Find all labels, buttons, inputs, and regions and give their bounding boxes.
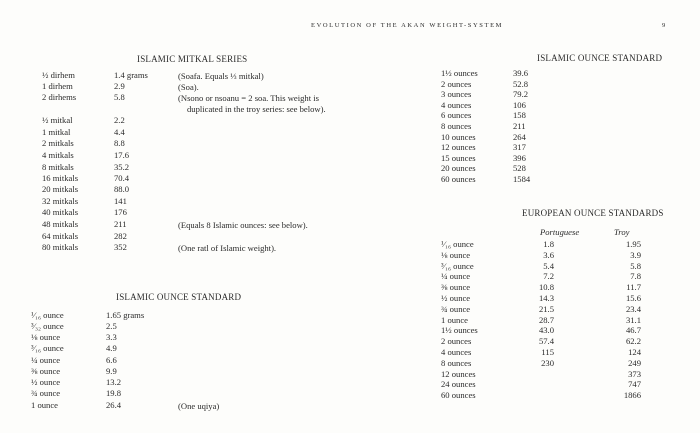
ounce-left-value: 13.2 [106, 377, 122, 387]
islamic-ounce-left-title: ISLAMIC OUNCE STANDARD [116, 292, 242, 302]
ounce-left-label: ¹⁄₁₆ ounce [31, 310, 64, 320]
european-troy-value: 31.1 [625, 315, 641, 325]
european-label: ¾ ounce [441, 304, 471, 314]
european-portuguese-value: 14.3 [538, 293, 554, 303]
european-label: ½ ounce [441, 293, 471, 303]
european-label: ¹⁄₁₆ ounce [441, 239, 474, 249]
european-troy-value: 7.8 [630, 271, 641, 281]
mitkal-note: duplicated in the troy series: see below). [187, 104, 326, 114]
mitkal-note: (Soafa. Equals ⅓ mitkal) [178, 71, 264, 81]
european-portuguese-value: 3.6 [543, 250, 554, 260]
ounce-right-value: 106 [513, 100, 526, 110]
ounce-left-label: ⅜ ounce [31, 366, 61, 376]
european-portuguese-value: 1.8 [543, 239, 554, 249]
mitkal-value: 70.4 [114, 173, 130, 183]
mitkal-label: 2 mitkals [42, 138, 74, 148]
european-label: 60 ounces [441, 390, 476, 400]
ounce-right-value: 264 [513, 132, 526, 142]
ounce-left-value: 3.3 [106, 332, 117, 342]
ounce-left-value: 19.8 [106, 388, 122, 398]
european-portuguese-value: 7.2 [543, 271, 554, 281]
ounce-right-label: 20 ounces [441, 163, 476, 173]
european-label: ⅛ ounce [441, 250, 471, 260]
ounce-left-value: 2.5 [106, 321, 117, 331]
ounce-left-label: ³⁄₃₂ ounce [31, 321, 64, 331]
european-troy-value: 23.4 [625, 304, 641, 314]
european-label: 1½ ounces [441, 325, 478, 335]
european-troy-value: 1.95 [625, 239, 641, 249]
european-col-troy: Troy [614, 227, 630, 237]
ounce-left-value: 6.6 [106, 355, 117, 365]
ounce-right-value: 79.2 [513, 89, 529, 99]
european-troy-value: 11.7 [626, 282, 641, 292]
mitkal-label: 32 mitkals [42, 196, 79, 206]
european-troy-value: 62.2 [625, 336, 641, 346]
mitkal-value: 8.8 [114, 138, 125, 148]
ounce-left-note: (One uqiya) [178, 401, 220, 411]
mitkal-value: 1.4 grams [114, 70, 148, 80]
mitkal-value: 352 [114, 242, 127, 252]
mitkal-label: ½ mitkal [42, 115, 73, 125]
ounce-left-value: 9.9 [106, 366, 117, 376]
european-label: 12 ounces [441, 369, 476, 379]
ounce-right-value: 317 [513, 142, 526, 152]
mitkal-label: 16 mitkals [42, 173, 79, 183]
ounce-right-label: 8 ounces [441, 121, 472, 131]
mitkal-title: ISLAMIC MITKAL SERIES [137, 54, 248, 64]
ounce-right-label: 2 ounces [441, 79, 472, 89]
ounce-left-value: 1.65 grams [106, 310, 145, 320]
european-portuguese-value: 115 [541, 347, 554, 357]
mitkal-label: ½ dirhem [42, 70, 75, 80]
islamic-ounce-right-title: ISLAMIC OUNCE STANDARD [537, 53, 663, 63]
ounce-left-label: ⅛ ounce [31, 332, 61, 342]
ounce-right-value: 39.6 [513, 68, 529, 78]
mitkal-note: (Soa). [178, 82, 199, 92]
ounce-right-label: 15 ounces [441, 153, 476, 163]
european-label: ¼ ounce [441, 271, 471, 281]
running-header: EVOLUTION OF THE AKAN WEIGHT-SYSTEM [311, 22, 504, 29]
european-troy-value: 373 [628, 369, 641, 379]
european-label: 2 ounces [441, 336, 472, 346]
mitkal-value: 176 [114, 207, 127, 217]
european-troy-value: 15.6 [625, 293, 641, 303]
ounce-right-value: 211 [513, 121, 526, 131]
ounce-left-label: ¾ ounce [31, 388, 61, 398]
european-troy-value: 46.7 [625, 325, 641, 335]
ounce-right-value: 52.8 [513, 79, 529, 89]
european-troy-value: 747 [628, 379, 641, 389]
mitkal-value: 141 [114, 196, 127, 206]
european-portuguese-value: 43.0 [538, 325, 554, 335]
mitkal-label: 40 mitkals [42, 207, 79, 217]
mitkal-label: 20 mitkals [42, 184, 79, 194]
ounce-right-label: 12 ounces [441, 142, 476, 152]
ounce-right-label: 6 ounces [441, 110, 472, 120]
european-portuguese-value: 10.8 [538, 282, 554, 292]
ounce-left-label: ³⁄₁₆ ounce [31, 343, 64, 353]
mitkal-label: 2 dirhems [42, 92, 77, 102]
ounce-right-value: 528 [513, 163, 526, 173]
european-troy-value: 1866 [623, 390, 641, 400]
mitkal-note: (One ratl of Islamic weight). [178, 243, 277, 253]
european-label: 4 ounces [441, 347, 472, 357]
mitkal-value: 4.4 [114, 127, 125, 137]
european-troy-value: 5.8 [630, 261, 641, 271]
mitkal-label: 1 mitkal [42, 127, 71, 137]
mitkal-value: 17.6 [114, 150, 130, 160]
mitkal-label: 8 mitkals [42, 162, 74, 172]
ounce-right-value: 1584 [513, 174, 531, 184]
ounce-right-value: 396 [513, 153, 526, 163]
mitkal-label: 48 mitkals [42, 219, 79, 229]
mitkal-value: 2.2 [114, 115, 125, 125]
mitkal-value: 88.0 [114, 184, 130, 194]
european-title: EUROPEAN OUNCE STANDARDS [522, 208, 664, 218]
ounce-right-label: 3 ounces [441, 89, 472, 99]
european-portuguese-value: 57.4 [538, 336, 554, 346]
european-portuguese-value: 230 [541, 358, 554, 368]
european-troy-value: 3.9 [630, 250, 641, 260]
ounce-left-label: ¼ ounce [31, 355, 61, 365]
mitkal-value: 282 [114, 231, 127, 241]
ounce-right-label: 4 ounces [441, 100, 472, 110]
european-portuguese-value: 5.4 [543, 261, 554, 271]
mitkal-value: 211 [114, 219, 127, 229]
european-label: ⅜ ounce [441, 282, 471, 292]
european-label: 24 ounces [441, 379, 476, 389]
ounce-right-label: 10 ounces [441, 132, 476, 142]
ounce-right-value: 158 [513, 110, 526, 120]
mitkal-label: 1 dirhem [42, 81, 73, 91]
page-number: 9 [662, 22, 667, 29]
mitkal-value: 5.8 [114, 92, 125, 102]
european-troy-value: 249 [628, 358, 641, 368]
european-troy-value: 124 [628, 347, 641, 357]
european-col-portuguese: Portuguese [540, 227, 580, 237]
ounce-left-value: 26.4 [106, 400, 122, 410]
mitkal-value: 35.2 [114, 162, 130, 172]
mitkal-label: 64 mitkals [42, 231, 79, 241]
european-label: 8 ounces [441, 358, 472, 368]
european-label: ³⁄₁₆ ounce [441, 261, 474, 271]
mitkal-note: (Nsono or nsoanu = 2 soa. This weight is [178, 93, 319, 103]
european-portuguese-value: 21.5 [538, 304, 554, 314]
mitkal-note: (Equals 8 Islamic ounces: see below). [178, 220, 308, 230]
ounce-left-value: 4.9 [106, 343, 117, 353]
ounce-left-label: 1 ounce [31, 400, 58, 410]
european-portuguese-value: 28.7 [538, 315, 554, 325]
mitkal-label: 80 mitkals [42, 242, 79, 252]
ounce-right-label: 1½ ounces [441, 68, 478, 78]
mitkal-label: 4 mitkals [42, 150, 74, 160]
ounce-left-label: ½ ounce [31, 377, 61, 387]
ounce-right-label: 60 ounces [441, 174, 476, 184]
mitkal-value: 2.9 [114, 81, 125, 91]
european-label: 1 ounce [441, 315, 468, 325]
